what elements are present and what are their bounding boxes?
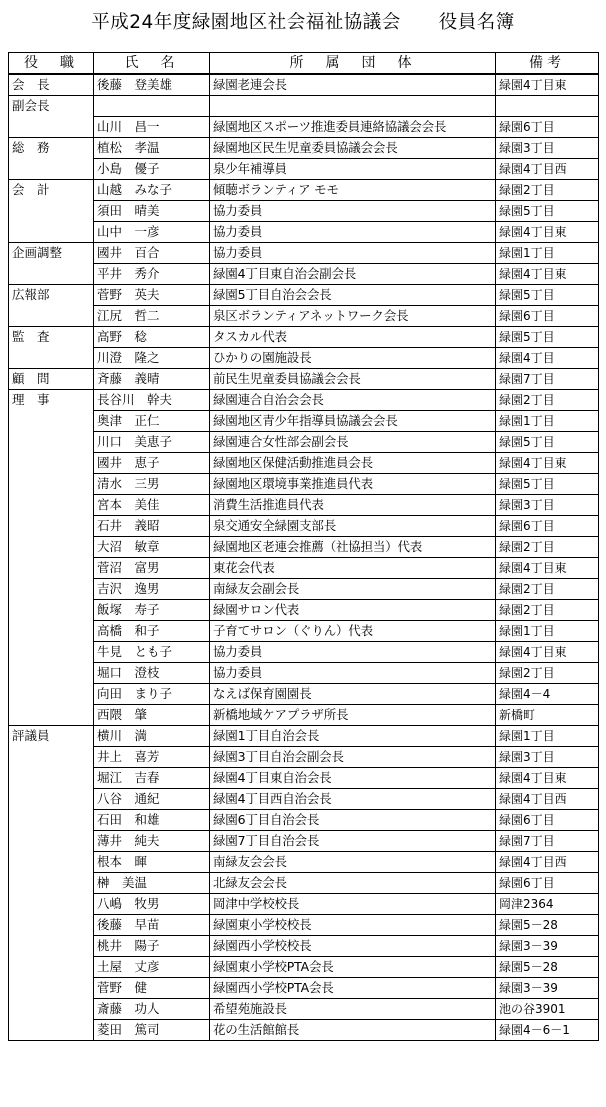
organization-cell: 緑園地区環境事業推進員代表 bbox=[210, 473, 496, 494]
organization-cell: 緑園地区民生児童委員協議会会長 bbox=[210, 137, 496, 158]
table-row bbox=[9, 641, 599, 662]
notes-cell: 緑園6丁目 bbox=[496, 515, 599, 536]
name-cell: 桃井 陽子 bbox=[94, 935, 210, 956]
organization-cell: 緑園7丁目自治会長 bbox=[210, 830, 496, 851]
notes-cell: 緑園4丁目東 bbox=[496, 74, 599, 96]
organization-cell: 希望苑施設長 bbox=[210, 998, 496, 1019]
table-row bbox=[9, 242, 599, 263]
notes-cell: 緑園3丁目 bbox=[496, 494, 599, 515]
column-header-name: 氏 名 bbox=[94, 53, 210, 75]
notes-cell: 緑園6丁目 bbox=[496, 872, 599, 893]
organization-cell: 緑園5丁目自治会会長 bbox=[210, 284, 496, 305]
officer-roster-table bbox=[8, 52, 599, 1041]
table-row bbox=[9, 158, 599, 179]
role-cell bbox=[9, 599, 94, 620]
table-row bbox=[9, 746, 599, 767]
name-cell: 國井 百合 bbox=[94, 242, 210, 263]
table-row bbox=[9, 431, 599, 452]
role-cell bbox=[9, 662, 94, 683]
table-row bbox=[9, 977, 599, 998]
name-cell: 斉藤 義晴 bbox=[94, 368, 210, 389]
table-row bbox=[9, 179, 599, 200]
name-cell: 菅野 健 bbox=[94, 977, 210, 998]
organization-cell: 東花会代表 bbox=[210, 557, 496, 578]
table-row bbox=[9, 452, 599, 473]
name-cell: 石田 和雄 bbox=[94, 809, 210, 830]
name-cell: 横川 満 bbox=[94, 725, 210, 746]
role-cell bbox=[9, 830, 94, 851]
notes-cell: 緑園2丁目 bbox=[496, 662, 599, 683]
name-cell: 奥津 正仁 bbox=[94, 410, 210, 431]
role-cell bbox=[9, 410, 94, 431]
table-header-row bbox=[9, 53, 599, 75]
table-row bbox=[9, 221, 599, 242]
organization-cell: 前民生児童委員協議会会長 bbox=[210, 368, 496, 389]
notes-cell: 緑園5丁目 bbox=[496, 284, 599, 305]
name-cell: 飯塚 寿子 bbox=[94, 599, 210, 620]
organization-cell: 傾聴ボランティア モモ bbox=[210, 179, 496, 200]
organization-cell: 緑園連合自治会会長 bbox=[210, 389, 496, 410]
organization-cell: 泉区ボランティアネットワーク会長 bbox=[210, 305, 496, 326]
notes-cell: 緑園6丁目 bbox=[496, 305, 599, 326]
column-header-role: 役 職 bbox=[9, 53, 94, 75]
role-cell: 会 長 bbox=[9, 74, 94, 96]
table-row bbox=[9, 305, 599, 326]
role-cell bbox=[9, 620, 94, 641]
table-row bbox=[9, 872, 599, 893]
notes-cell: 岡津2364 bbox=[496, 893, 599, 914]
name-cell: 榊 美温 bbox=[94, 872, 210, 893]
role-cell bbox=[9, 746, 94, 767]
name-cell: 高野 稔 bbox=[94, 326, 210, 347]
table-row bbox=[9, 263, 599, 284]
table-row bbox=[9, 347, 599, 368]
notes-cell: 緑園3－39 bbox=[496, 935, 599, 956]
table-row bbox=[9, 536, 599, 557]
role-cell bbox=[9, 116, 94, 137]
notes-cell: 緑園4丁目東 bbox=[496, 221, 599, 242]
table-row bbox=[9, 116, 599, 137]
table-row bbox=[9, 767, 599, 788]
role-cell bbox=[9, 704, 94, 725]
roster-body bbox=[9, 74, 599, 1040]
role-cell bbox=[9, 578, 94, 599]
organization-cell: 協力委員 bbox=[210, 242, 496, 263]
role-cell bbox=[9, 473, 94, 494]
notes-cell: 緑園5丁目 bbox=[496, 326, 599, 347]
notes-cell: 緑園4丁目東 bbox=[496, 641, 599, 662]
role-cell bbox=[9, 956, 94, 977]
role-cell bbox=[9, 515, 94, 536]
name-cell: 吉沢 逸男 bbox=[94, 578, 210, 599]
organization-cell: 緑園東小学校校長 bbox=[210, 914, 496, 935]
table-row bbox=[9, 725, 599, 746]
notes-cell: 緑園4丁目東 bbox=[496, 767, 599, 788]
table-row bbox=[9, 368, 599, 389]
role-cell bbox=[9, 893, 94, 914]
name-cell: 後藤 早苗 bbox=[94, 914, 210, 935]
role-cell bbox=[9, 851, 94, 872]
organization-cell: 緑園西小学校PTA会長 bbox=[210, 977, 496, 998]
table-row bbox=[9, 830, 599, 851]
name-cell: 菱田 篤司 bbox=[94, 1019, 210, 1040]
role-cell: 企画調整 bbox=[9, 242, 94, 263]
organization-cell: 協力委員 bbox=[210, 641, 496, 662]
table-row bbox=[9, 662, 599, 683]
name-cell: 牛見 とも子 bbox=[94, 641, 210, 662]
name-cell: 宮本 美佳 bbox=[94, 494, 210, 515]
name-cell: 山中 一彦 bbox=[94, 221, 210, 242]
organization-cell: 緑園4丁目西自治会長 bbox=[210, 788, 496, 809]
organization-cell: 緑園4丁目東自治会副会長 bbox=[210, 263, 496, 284]
table-row bbox=[9, 851, 599, 872]
table-row bbox=[9, 284, 599, 305]
role-cell: 評議員 bbox=[9, 725, 94, 746]
table-row bbox=[9, 96, 599, 117]
table-row bbox=[9, 578, 599, 599]
role-cell bbox=[9, 347, 94, 368]
organization-cell: 緑園地区老連会推薦（社協担当）代表 bbox=[210, 536, 496, 557]
organization-cell: 花の生活館館長 bbox=[210, 1019, 496, 1040]
name-cell: 石井 義昭 bbox=[94, 515, 210, 536]
name-cell: 須田 晴美 bbox=[94, 200, 210, 221]
organization-cell: ひかりの園施設長 bbox=[210, 347, 496, 368]
table-row bbox=[9, 599, 599, 620]
table-row bbox=[9, 494, 599, 515]
notes-cell: 緑園6丁目 bbox=[496, 116, 599, 137]
name-cell: 後藤 登美雄 bbox=[94, 74, 210, 96]
name-cell: 山川 昌一 bbox=[94, 116, 210, 137]
role-cell bbox=[9, 935, 94, 956]
organization-cell: 緑園連合女性部会副会長 bbox=[210, 431, 496, 452]
notes-cell: 緑園4丁目西 bbox=[496, 788, 599, 809]
organization-cell bbox=[210, 96, 496, 117]
name-cell: 川口 美恵子 bbox=[94, 431, 210, 452]
role-cell bbox=[9, 809, 94, 830]
table-row bbox=[9, 620, 599, 641]
organization-cell: 泉交通安全緑園支部長 bbox=[210, 515, 496, 536]
organization-cell: なえば保育園園長 bbox=[210, 683, 496, 704]
name-cell bbox=[94, 96, 210, 117]
role-cell bbox=[9, 158, 94, 179]
role-cell bbox=[9, 788, 94, 809]
organization-cell: 緑園西小学校校長 bbox=[210, 935, 496, 956]
column-header-organization: 所 属 団 体 bbox=[210, 53, 496, 75]
role-cell bbox=[9, 305, 94, 326]
role-cell bbox=[9, 683, 94, 704]
notes-cell: 緑園2丁目 bbox=[496, 578, 599, 599]
page-title: 平成24年度緑園地区社会福祉協議会 役員名簿 bbox=[91, 12, 515, 33]
name-cell: 植松 孝温 bbox=[94, 137, 210, 158]
role-cell: 顧 問 bbox=[9, 368, 94, 389]
table-row bbox=[9, 788, 599, 809]
notes-cell: 緑園3丁目 bbox=[496, 137, 599, 158]
organization-cell: 緑園6丁目自治会長 bbox=[210, 809, 496, 830]
role-cell bbox=[9, 200, 94, 221]
table-row bbox=[9, 515, 599, 536]
organization-cell: 泉少年補導員 bbox=[210, 158, 496, 179]
table-row bbox=[9, 914, 599, 935]
notes-cell: 新橋町 bbox=[496, 704, 599, 725]
role-cell bbox=[9, 431, 94, 452]
table-row bbox=[9, 200, 599, 221]
table-row bbox=[9, 389, 599, 410]
organization-cell: 消費生活推進員代表 bbox=[210, 494, 496, 515]
table-row bbox=[9, 809, 599, 830]
role-cell bbox=[9, 998, 94, 1019]
organization-cell: 緑園東小学校PTA会長 bbox=[210, 956, 496, 977]
notes-cell: 緑園4－4 bbox=[496, 683, 599, 704]
organization-cell: 北緑友会会長 bbox=[210, 872, 496, 893]
organization-cell: タスカル代表 bbox=[210, 326, 496, 347]
notes-cell: 緑園4丁目東 bbox=[496, 452, 599, 473]
notes-cell: 緑園6丁目 bbox=[496, 809, 599, 830]
name-cell: 平井 秀介 bbox=[94, 263, 210, 284]
table-row bbox=[9, 74, 599, 96]
name-cell: 八嶋 牧男 bbox=[94, 893, 210, 914]
organization-cell: 緑園老連会長 bbox=[210, 74, 496, 96]
name-cell: 西隈 肇 bbox=[94, 704, 210, 725]
role-cell: 会 計 bbox=[9, 179, 94, 200]
notes-cell: 緑園2丁目 bbox=[496, 179, 599, 200]
role-cell bbox=[9, 767, 94, 788]
notes-cell: 緑園4丁目西 bbox=[496, 851, 599, 872]
notes-cell: 緑園4丁目東 bbox=[496, 263, 599, 284]
organization-cell: 緑園4丁目東自治会長 bbox=[210, 767, 496, 788]
name-cell: 堀口 澄枝 bbox=[94, 662, 210, 683]
notes-cell: 緑園7丁目 bbox=[496, 830, 599, 851]
role-cell: 監 査 bbox=[9, 326, 94, 347]
organization-cell: 協力委員 bbox=[210, 221, 496, 242]
role-cell: 副会長 bbox=[9, 96, 94, 117]
organization-cell: 岡津中学校校長 bbox=[210, 893, 496, 914]
notes-cell: 緑園5丁目 bbox=[496, 473, 599, 494]
notes-cell: 緑園1丁目 bbox=[496, 242, 599, 263]
table-row bbox=[9, 893, 599, 914]
notes-cell: 緑園4丁目東 bbox=[496, 557, 599, 578]
name-cell: 小島 優子 bbox=[94, 158, 210, 179]
role-cell bbox=[9, 977, 94, 998]
name-cell: 堀江 吉春 bbox=[94, 767, 210, 788]
notes-cell: 緑園7丁目 bbox=[496, 368, 599, 389]
organization-cell: 緑園サロン代表 bbox=[210, 599, 496, 620]
table-row bbox=[9, 956, 599, 977]
notes-cell: 緑園5－28 bbox=[496, 956, 599, 977]
table-row bbox=[9, 473, 599, 494]
role-cell: 理 事 bbox=[9, 389, 94, 410]
notes-cell: 緑園2丁目 bbox=[496, 389, 599, 410]
notes-cell bbox=[496, 96, 599, 117]
notes-cell: 緑園5丁目 bbox=[496, 431, 599, 452]
name-cell: 八谷 通紀 bbox=[94, 788, 210, 809]
organization-cell: 南緑友会会長 bbox=[210, 851, 496, 872]
role-cell bbox=[9, 641, 94, 662]
organization-cell: 子育てサロン（ぐりん）代表 bbox=[210, 620, 496, 641]
table-row bbox=[9, 935, 599, 956]
organization-cell: 新橋地域ケアプラザ所長 bbox=[210, 704, 496, 725]
name-cell: 長谷川 幹夫 bbox=[94, 389, 210, 410]
organization-cell: 緑園地区青少年指導員協議会会長 bbox=[210, 410, 496, 431]
notes-cell: 緑園1丁目 bbox=[496, 620, 599, 641]
notes-cell: 緑園4－6－1 bbox=[496, 1019, 599, 1040]
notes-cell: 池の谷3901 bbox=[496, 998, 599, 1019]
notes-cell: 緑園2丁目 bbox=[496, 536, 599, 557]
notes-cell: 緑園3－39 bbox=[496, 977, 599, 998]
role-cell bbox=[9, 557, 94, 578]
name-cell: 高橋 和子 bbox=[94, 620, 210, 641]
role-cell bbox=[9, 914, 94, 935]
notes-cell: 緑園2丁目 bbox=[496, 599, 599, 620]
table-row bbox=[9, 683, 599, 704]
table-row bbox=[9, 410, 599, 431]
role-cell bbox=[9, 536, 94, 557]
role-cell bbox=[9, 221, 94, 242]
name-cell: 向田 まり子 bbox=[94, 683, 210, 704]
role-cell bbox=[9, 452, 94, 473]
table-row bbox=[9, 557, 599, 578]
name-cell: 江尻 哲二 bbox=[94, 305, 210, 326]
table-row bbox=[9, 1019, 599, 1040]
notes-cell: 緑園4丁目西 bbox=[496, 158, 599, 179]
column-header-notes: 備考 bbox=[496, 53, 599, 75]
table-row bbox=[9, 137, 599, 158]
role-cell: 広報部 bbox=[9, 284, 94, 305]
role-cell bbox=[9, 263, 94, 284]
name-cell: 大沼 敏章 bbox=[94, 536, 210, 557]
table-row bbox=[9, 326, 599, 347]
name-cell: 菅沼 富男 bbox=[94, 557, 210, 578]
organization-cell: 協力委員 bbox=[210, 200, 496, 221]
name-cell: 斎藤 功人 bbox=[94, 998, 210, 1019]
table-row bbox=[9, 998, 599, 1019]
role-cell: 総 務 bbox=[9, 137, 94, 158]
notes-cell: 緑園1丁目 bbox=[496, 725, 599, 746]
role-cell bbox=[9, 1019, 94, 1040]
notes-cell: 緑園4丁目 bbox=[496, 347, 599, 368]
organization-cell: 緑園地区保健活動推進員会長 bbox=[210, 452, 496, 473]
name-cell: 菅野 英夫 bbox=[94, 284, 210, 305]
notes-cell: 緑園5－28 bbox=[496, 914, 599, 935]
name-cell: 川澄 隆之 bbox=[94, 347, 210, 368]
organization-cell: 南緑友会副会長 bbox=[210, 578, 496, 599]
organization-cell: 緑園3丁目自治会副会長 bbox=[210, 746, 496, 767]
name-cell: 國井 恵子 bbox=[94, 452, 210, 473]
table-row bbox=[9, 704, 599, 725]
notes-cell: 緑園5丁目 bbox=[496, 200, 599, 221]
name-cell: 山越 みな子 bbox=[94, 179, 210, 200]
organization-cell: 協力委員 bbox=[210, 662, 496, 683]
organization-cell: 緑園地区スポーツ推進委員連絡協議会会長 bbox=[210, 116, 496, 137]
name-cell: 根本 暉 bbox=[94, 851, 210, 872]
name-cell: 土屋 丈彦 bbox=[94, 956, 210, 977]
name-cell: 井上 喜芳 bbox=[94, 746, 210, 767]
notes-cell: 緑園1丁目 bbox=[496, 410, 599, 431]
role-cell bbox=[9, 872, 94, 893]
name-cell: 薄井 純夫 bbox=[94, 830, 210, 851]
organization-cell: 緑園1丁目自治会長 bbox=[210, 725, 496, 746]
role-cell bbox=[9, 494, 94, 515]
name-cell: 清水 三男 bbox=[94, 473, 210, 494]
notes-cell: 緑園3丁目 bbox=[496, 746, 599, 767]
